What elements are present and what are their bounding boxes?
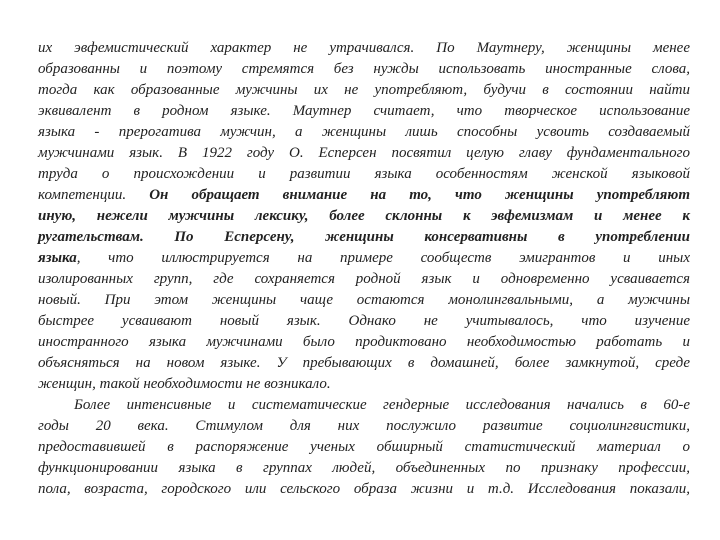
- bold-text: Он обращает внимание на то, что женщины употребляют: [149, 187, 690, 203]
- text-line: функционировании языка в группах людей, объединенных по признаку профессии,: [38, 460, 690, 476]
- text-line: объясняться на новом языке. У пребывающих в домашней, более замкнутой, среде: [38, 355, 690, 371]
- text-run: компетенции.: [38, 187, 127, 203]
- text-line: изолированных групп, где сохраняется родной язык и одновременно усваивается: [38, 271, 690, 287]
- text-line: [38, 248, 690, 269]
- text-line: [38, 206, 690, 227]
- text-line: образованны и поэтому стремятся без нужды использовать иностранные слова,: [38, 61, 690, 77]
- text-line: мужчинами язык. В 1922 году О. Есперсен посвятил целую главу фундаментального: [38, 145, 690, 161]
- text-line: труда о происхождении и развитии языка особенностям женской языковой: [38, 166, 690, 182]
- text-line: быстрее усваивают новый язык. Однако не учитывалось, что изучение: [38, 313, 690, 329]
- text-line: пола, возраста, городского или сельского образа жизни и т.д. Исследования показали,: [38, 481, 690, 497]
- bold-text: ругательствам. По Есперсену, женщины консервативны в употреблении: [38, 229, 690, 245]
- bold-text: иную, нежели мужчины лексику, более склонны к эвфемизмам и менее к: [38, 208, 690, 224]
- bold-text: языка: [38, 250, 77, 266]
- text-line: [38, 227, 690, 248]
- text-line: предоставившей в распоряжение ученых обширный статистический материал о: [38, 439, 690, 455]
- text-line: языка - прерогатива мужчин, а женщины лишь способны усвоить создаваемый: [38, 124, 690, 140]
- text-line: Более интенсивные и систематические гендерные исследования начались в 60-е: [74, 397, 690, 413]
- text-line: иностранного языка мужчинами было продиктовано необходимостью работать и: [38, 334, 690, 350]
- paragraph-1: [38, 38, 690, 395]
- text-run: , что иллюстрируется на примере сообществ эмигрантов и иных: [76, 250, 690, 266]
- text-line: их эвфемистический характер не утрачивался. По Маутнеру, женщины менее: [38, 40, 690, 56]
- paragraph-2: [38, 395, 690, 500]
- text-line: женщин, такой необходимости не возникало.: [38, 376, 331, 392]
- text-line: эквивалент в родном языке. Маутнер считает, что творческое использование: [38, 103, 690, 119]
- text-line: новый. При этом женщины чаще остаются монолингвальными, а мужчины: [38, 292, 690, 308]
- text-line: [38, 185, 690, 206]
- text-line: годы 20 века. Стимулом для них послужило развитие социолингвистики,: [38, 418, 690, 434]
- text-line: тогда как образованные мужчины их не употребляют, будучи в состоянии найти: [38, 82, 690, 98]
